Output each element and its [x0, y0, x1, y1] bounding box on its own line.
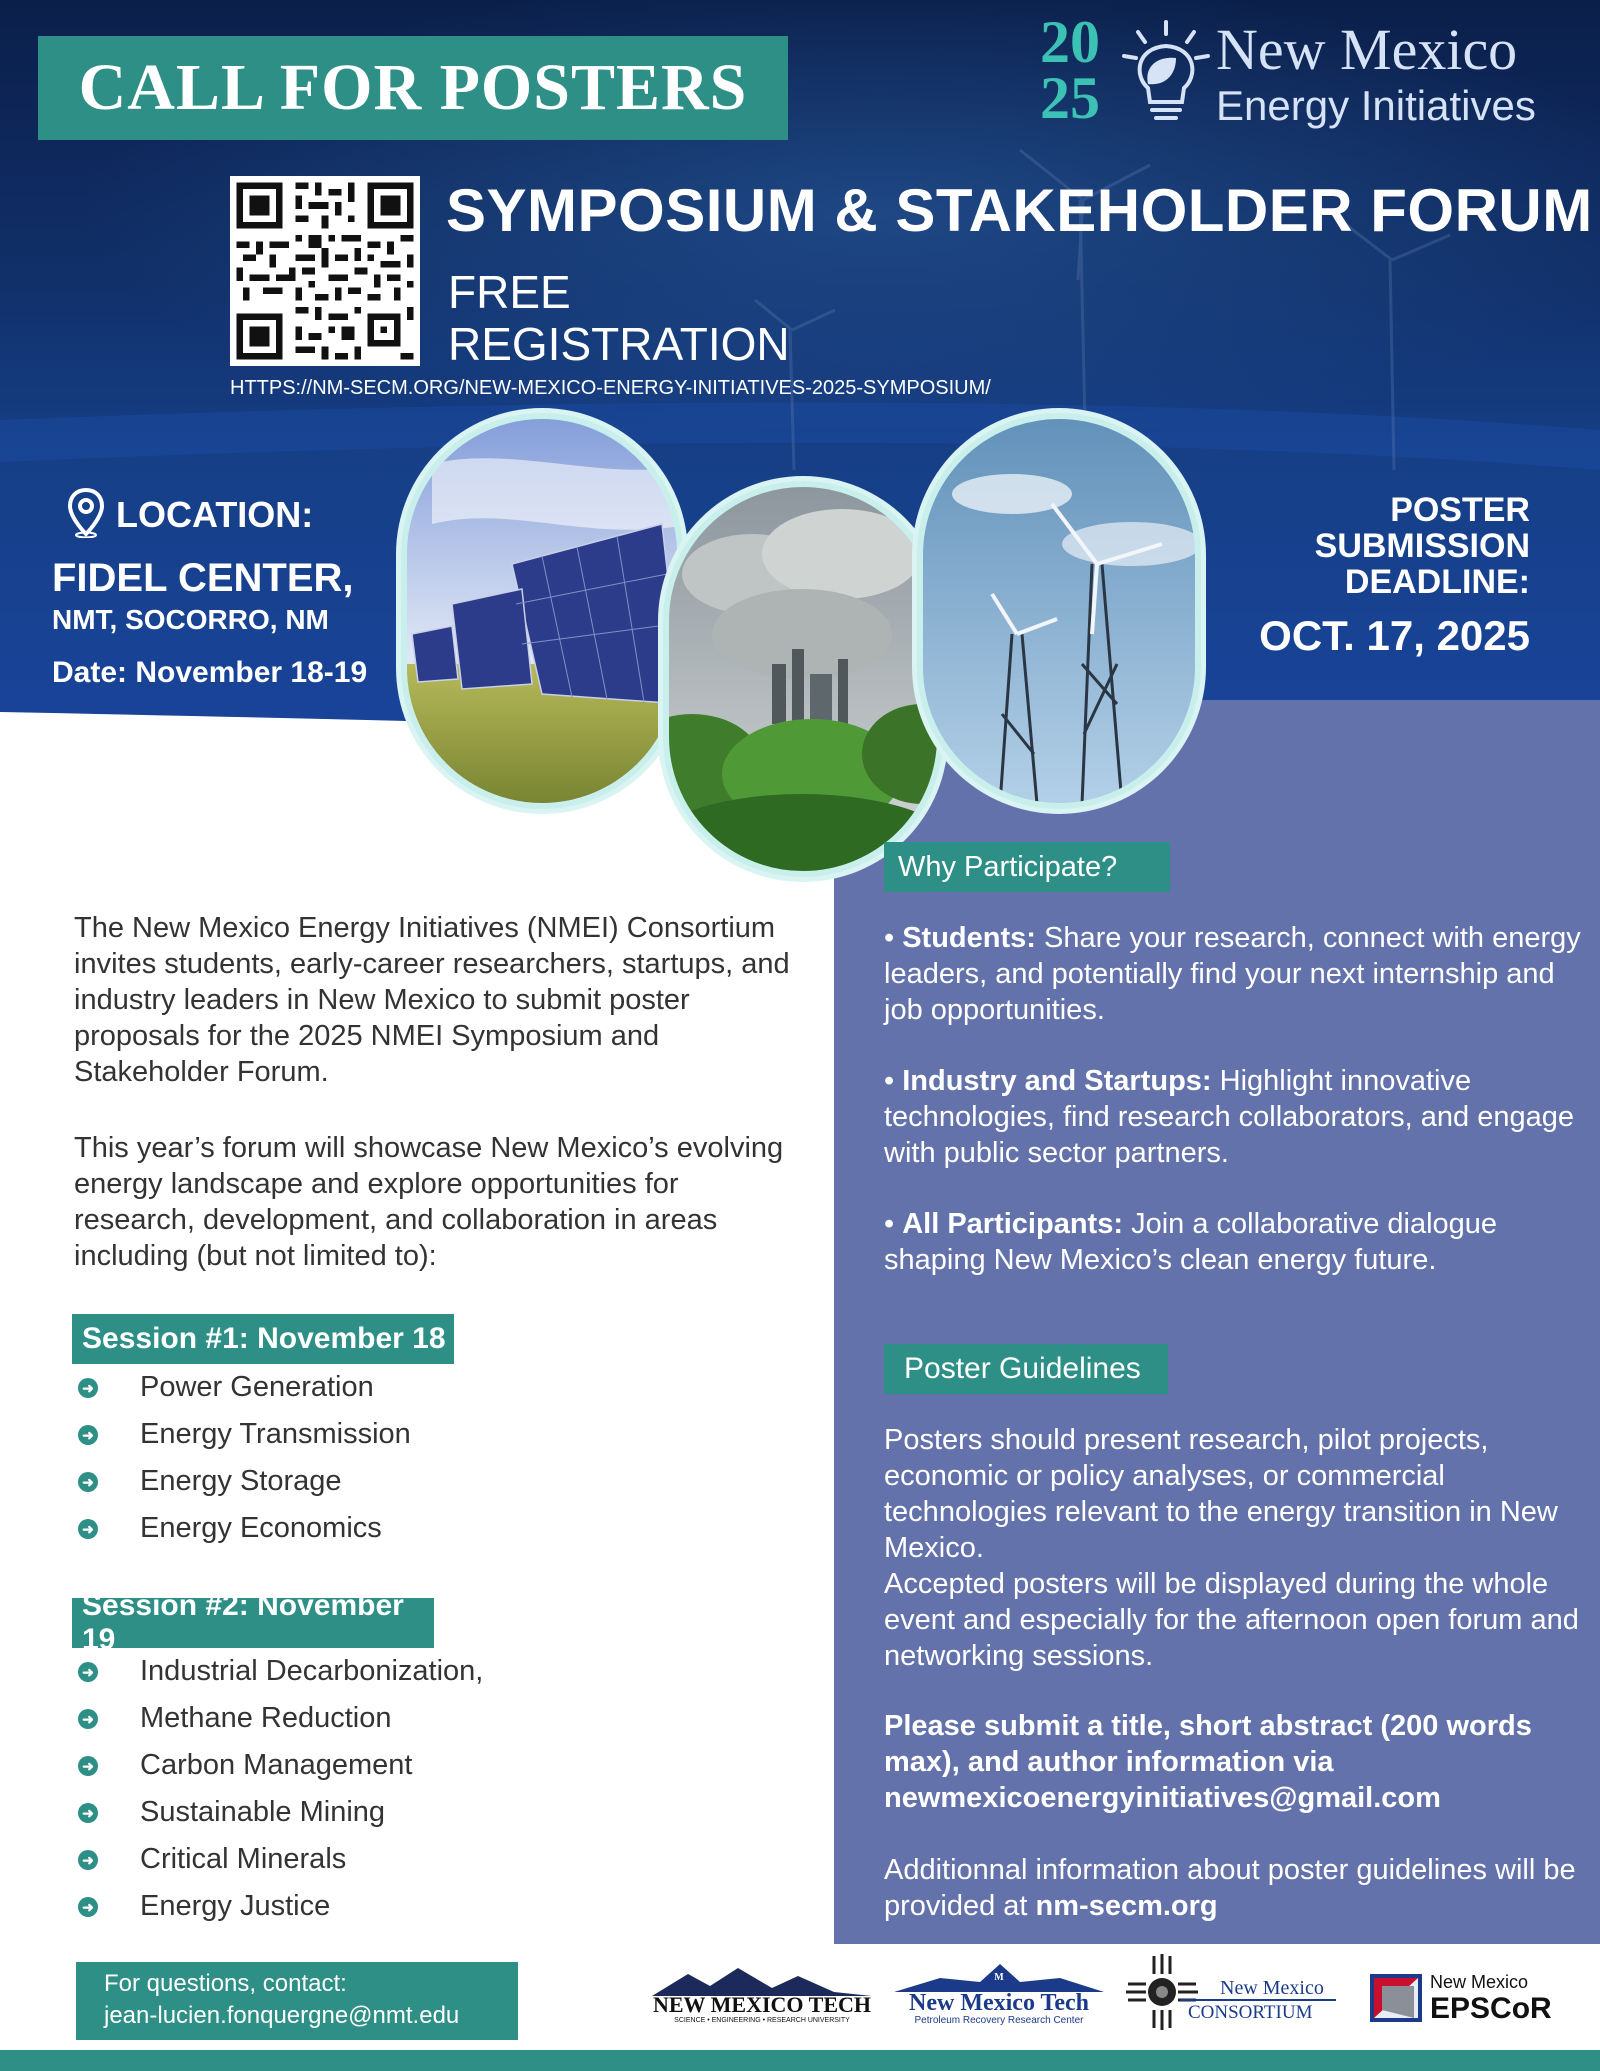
why-bullet-label: Industry and Startups:: [902, 1065, 1212, 1097]
why-participate-heading: Why Participate?: [884, 842, 1170, 892]
guidelines-paragraph2: Accepted posters will be displayed during the whole event and especially for the afternoon open forum and networking sessions.: [884, 1568, 1579, 1672]
energy-photo-collage: [392, 404, 1212, 884]
registration-url-link[interactable]: HTTPS://NM-SECM.ORG/NEW-MEXICO-ENERGY-INITIATIVES-2025-SYMPOSIUM/: [230, 377, 991, 399]
topic-label: Power Generation: [140, 1371, 374, 1403]
forum-title: SYMPOSIUM & STAKEHOLDER FORUM: [446, 177, 1593, 244]
prrc-logo-letter: M: [994, 1972, 1004, 1983]
epscor-logo: [1368, 1966, 1558, 2026]
logo-year: [1026, 9, 1114, 131]
event-date: Date: November 18-19: [52, 656, 368, 689]
deadline-label-line1: POSTER: [1390, 491, 1530, 529]
arrow-circle-icon: ➜: [78, 1803, 98, 1823]
list-item: [72, 1505, 411, 1552]
topic-label: Methane Reduction: [140, 1702, 392, 1734]
free-registration-line1: FREE: [448, 266, 571, 318]
arrow-circle-icon: ➜: [78, 1709, 98, 1729]
list-item: [72, 1789, 483, 1836]
arrow-circle-icon: ➜: [78, 1850, 98, 1870]
session2-topic-list: [72, 1648, 483, 1930]
topic-label: Industrial Decarbonization,: [140, 1655, 484, 1687]
prrc-logo: [890, 1960, 1108, 2026]
prrc-logo-name: New Mexico Tech: [909, 1990, 1089, 2016]
additional-info-text: Additionnal information about poster guidelines will be provided at: [884, 1854, 1576, 1922]
nmt-logo-tagline: SCIENCE • ENGINEERING • RESEARCH UNIVERSITY: [674, 2017, 850, 2024]
list-item: [72, 1458, 411, 1505]
bullet-glyph: •: [884, 922, 895, 954]
additional-info: [884, 1852, 1584, 1924]
contact-label: For questions, contact:: [104, 1970, 347, 1997]
deadline-label-line2: SUBMISSION: [1314, 527, 1530, 565]
wind-turbine-photo: [912, 404, 1212, 824]
nm-consortium-logo: [1124, 1952, 1338, 2032]
consortium-logo-line2: CONSORTIUM: [1188, 2002, 1313, 2023]
bullet-glyph: •: [884, 1208, 895, 1240]
session2-heading: Session #2: November 19: [72, 1598, 434, 1648]
prrc-logo-tagline: Petroleum Recovery Research Center: [914, 2015, 1084, 2026]
why-bullet-text: Join a collaborative dialogue shaping New Mexico’s clean energy future.: [884, 1208, 1498, 1276]
arrow-circle-icon: ➜: [78, 1425, 98, 1445]
epscor-logo-line2: EPSCoR: [1430, 1992, 1552, 2025]
list-item: [72, 1364, 411, 1411]
poster-guidelines-heading: Poster Guidelines: [884, 1344, 1168, 1394]
arrow-circle-icon: ➜: [78, 1378, 98, 1398]
topic-label: Energy Justice: [140, 1890, 331, 1922]
poster-guidelines-text: [884, 1422, 1584, 1674]
arrow-circle-icon: ➜: [78, 1756, 98, 1776]
location-venue: FIDEL CENTER,: [52, 556, 354, 600]
why-bullet-industry: [884, 1063, 1584, 1171]
why-bullet-label: All Participants:: [902, 1208, 1123, 1240]
logo-name-line1: New Mexico: [1216, 17, 1518, 82]
arrow-circle-icon: ➜: [78, 1519, 98, 1539]
why-bullet-students: [884, 920, 1584, 1028]
logo-year-bottom: 25: [1040, 65, 1100, 131]
topic-label: Carbon Management: [140, 1749, 413, 1781]
list-item: [72, 1742, 483, 1789]
additional-info-link[interactable]: nm-secm.org: [1035, 1890, 1218, 1922]
list-item: [72, 1695, 483, 1742]
guidelines-paragraph1: Posters should present research, pilot projects, economic or policy analyses, or commercial technologies relevant to the energy transition in New Mexico.: [884, 1424, 1558, 1564]
intro-paragraph: The New Mexico Energy Initiatives (NMEI) Consortium invites students, early-career researchers, startups, and industry leaders in New Mexico to submit poster proposals for the 2025 NMEI Symposium and Stakeholder Forum.: [74, 912, 790, 1088]
bullet-glyph: •: [884, 1065, 895, 1097]
topic-label: Energy Storage: [140, 1465, 342, 1497]
logo-name-line2: Energy Initiatives: [1216, 82, 1536, 129]
why-bullet-text: Share your research, connect with energy leaders, and potentially find your next internship and job opportunities.: [884, 922, 1581, 1026]
deadline-label: [1250, 492, 1530, 600]
why-bullet-text: Highlight innovative technologies, find research collaborators, and engage with public sector partners.: [884, 1065, 1575, 1169]
session1-topic-list: [72, 1364, 411, 1552]
topic-label: Sustainable Mining: [140, 1796, 386, 1828]
lightbulb-leaf-icon: [1118, 18, 1214, 130]
contact-email-link[interactable]: jean-lucien.fonquergne@nmt.edu: [104, 2002, 460, 2029]
contact-box: [76, 1962, 518, 2040]
list-item: [72, 1411, 411, 1458]
arrow-circle-icon: ➜: [78, 1662, 98, 1682]
session1-heading: Session #1: November 18: [72, 1314, 454, 1364]
call-for-posters-banner: [38, 36, 788, 140]
new-mexico-tech-logo: [648, 1962, 876, 2024]
new-mexico-map-icon: [1370, 1974, 1422, 2022]
deadline-date: OCT. 17, 2025: [1259, 612, 1530, 659]
epscor-logo-line1: New Mexico: [1430, 1972, 1529, 1992]
submission-instructions: Please submit a title, short abstract (200 words max), and author information via newmexicoenergyinitiatives@gmail.com: [884, 1710, 1532, 1814]
location-pin-icon: [68, 488, 104, 538]
why-bullet-label: Students:: [902, 922, 1036, 954]
consortium-logo-line1: New Mexico: [1220, 1977, 1324, 1999]
logo-year-top: 20: [1040, 9, 1100, 75]
showcase-paragraph: This year’s forum will showcase New Mexico’s evolving energy landscape and explore opportunities for research, development, and collaboration in areas including (but not limited to):: [74, 1132, 784, 1272]
topic-label: Energy Economics: [140, 1512, 382, 1544]
topic-label: Energy Transmission: [140, 1418, 411, 1450]
call-for-posters-title: CALL FOR POSTERS: [78, 51, 748, 124]
deadline-label-line3: DEADLINE:: [1344, 563, 1530, 601]
nmt-logo-name: NEW MEXICO TECH: [652, 1992, 872, 2017]
arrow-circle-icon: ➜: [78, 1897, 98, 1917]
location-city: NMT, SOCORRO, NM: [52, 604, 329, 635]
bottom-bar: [0, 2050, 1600, 2071]
arrow-circle-icon: ➜: [78, 1472, 98, 1492]
free-registration: [448, 266, 808, 370]
solar-panel-photo: [392, 404, 692, 824]
why-bullet-all-participants: [884, 1206, 1584, 1278]
list-item: [72, 1883, 483, 1930]
location-label: LOCATION:: [116, 494, 314, 535]
list-item: [72, 1836, 483, 1883]
topic-label: Critical Minerals: [140, 1843, 347, 1875]
free-registration-line2: REGISTRATION: [448, 318, 790, 370]
registration-qr-code[interactable]: [230, 176, 420, 366]
list-item: [72, 1648, 483, 1695]
